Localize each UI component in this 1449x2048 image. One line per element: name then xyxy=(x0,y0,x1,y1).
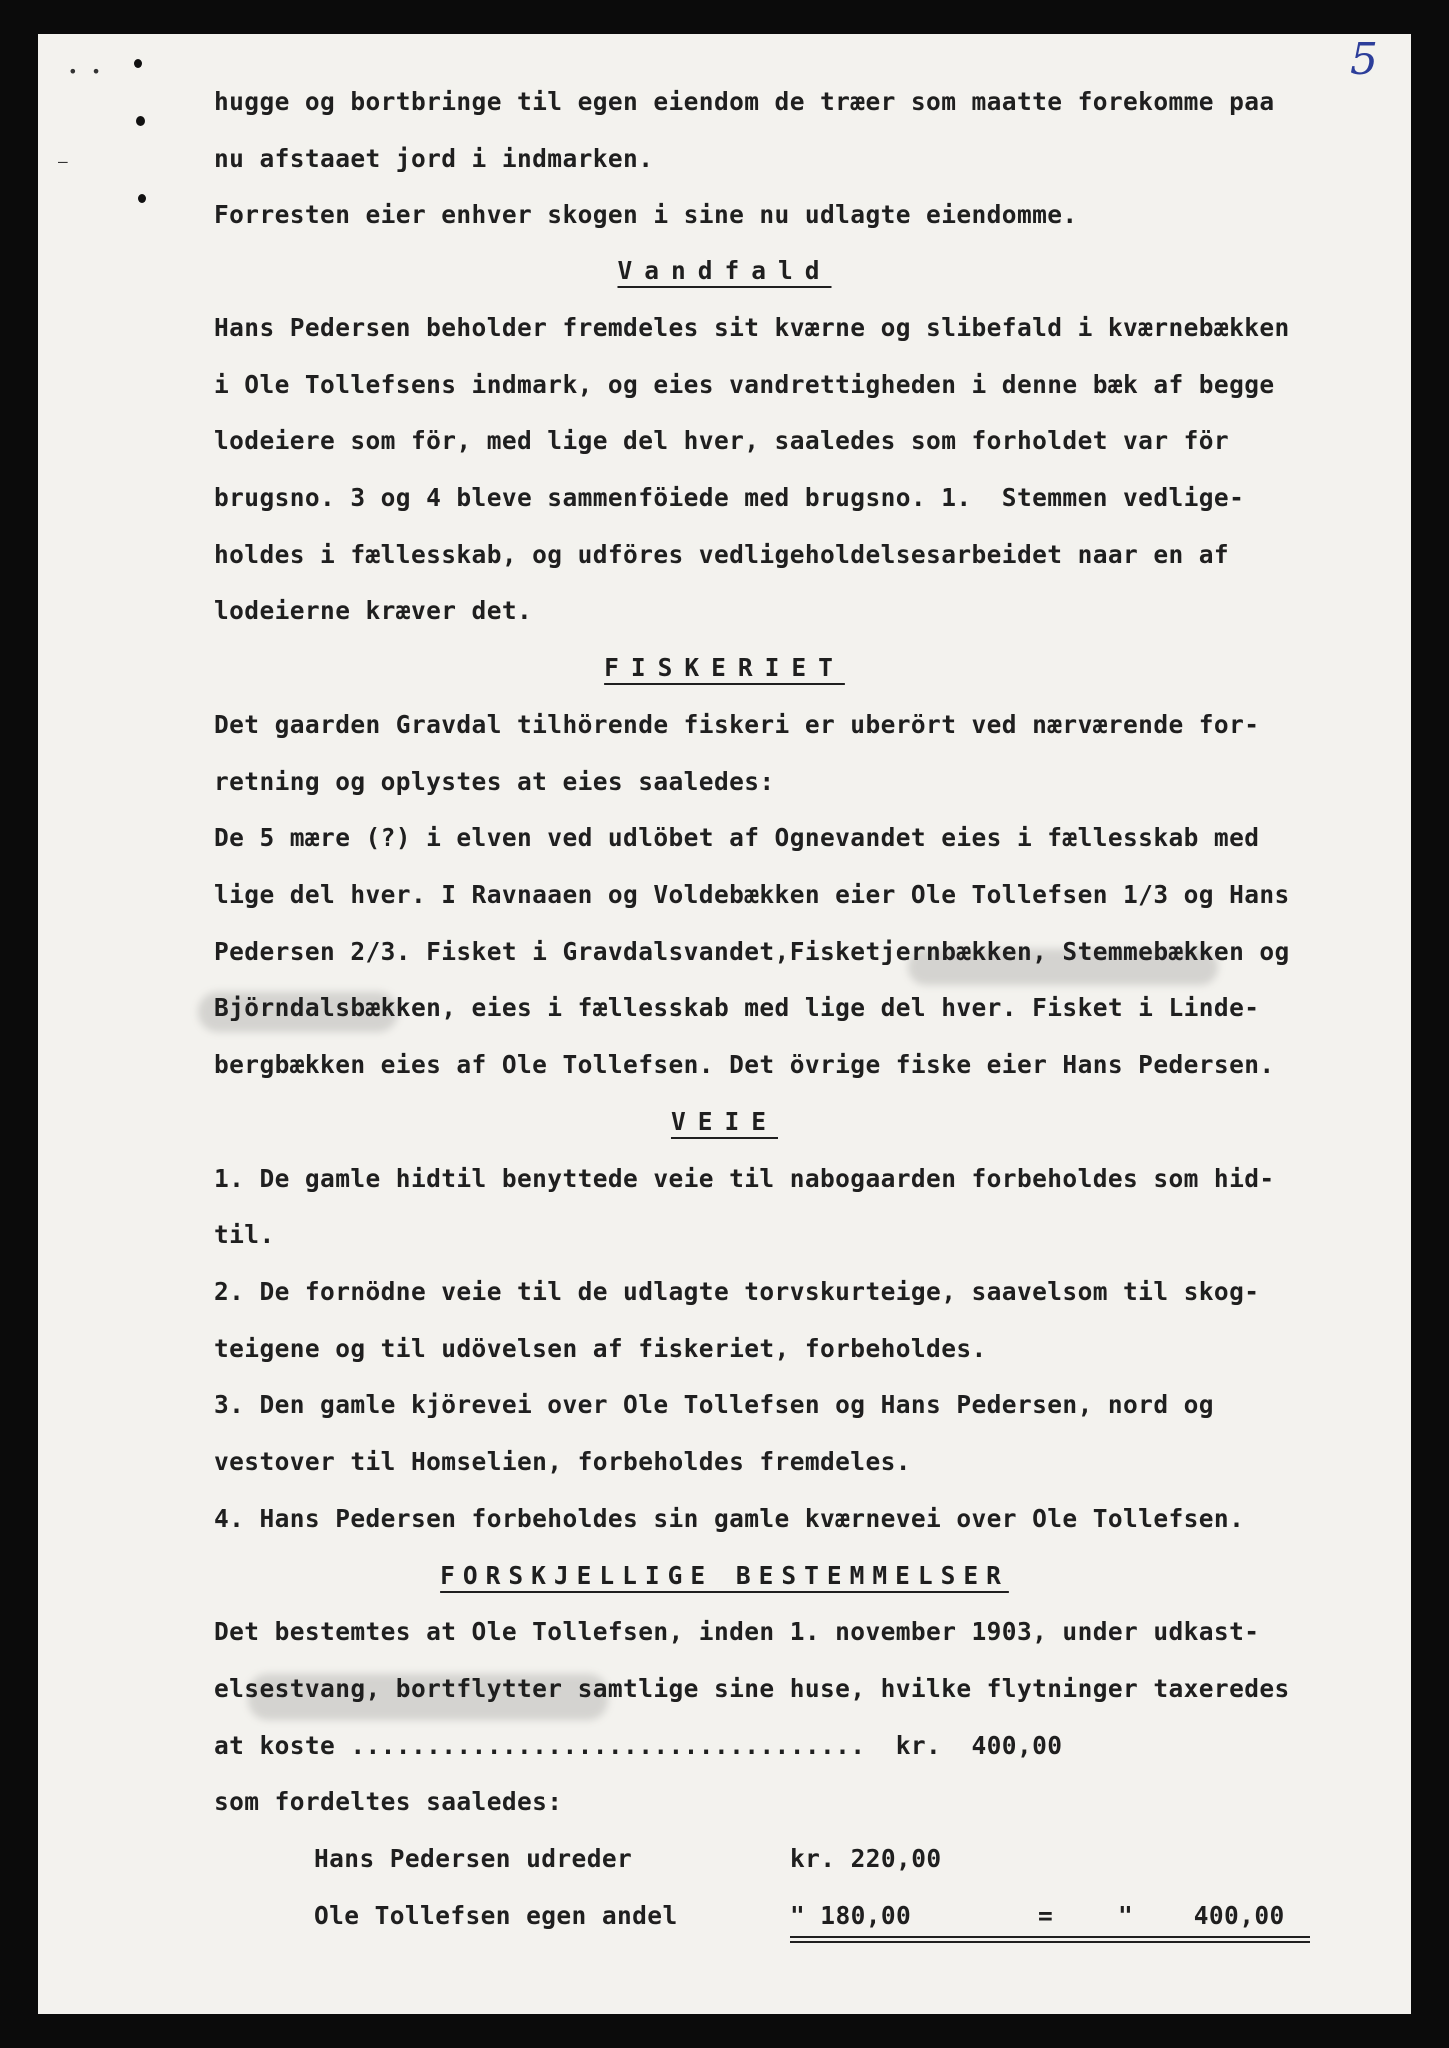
text-line: De 5 mære (?) i elven ved udlöbet af Ognevandet eies i fællesskab med xyxy=(214,823,1260,852)
distribution-equals: = xyxy=(1038,1901,1054,1930)
document-page xyxy=(38,34,1411,2014)
text-line: 4. Hans Pedersen forbeholdes sin gamle kværnevei over Ole Tollefsen. xyxy=(214,1504,1245,1533)
punch-hole xyxy=(134,59,142,68)
heading-veie: VEIE xyxy=(670,1107,778,1136)
heading-vandfald: Vandfald xyxy=(617,256,832,285)
text-line: lodeierne kræver det. xyxy=(214,596,533,625)
text-line: Pedersen 2/3. Fisket i Gravdalsvandet,Fisketjernbækken, Stemmebækken og xyxy=(214,937,1290,966)
page-number: 5 xyxy=(1350,34,1378,85)
text-line: Björndalsbækken, eies i fællesskab med lige del hver. Fisket i Linde- xyxy=(214,993,1260,1022)
text-line: teigene og til udövelsen af fiskeriet, forbeholdes. xyxy=(214,1334,987,1363)
double-underline xyxy=(790,1936,1310,1943)
distribution-amount: kr. 220,00 xyxy=(790,1844,942,1873)
text-line: 2. De fornödne veie til de udlagte torvskurteige, saavelsom til skog- xyxy=(214,1277,1260,1306)
text-line: retning og oplystes at eies saaledes: xyxy=(214,767,775,796)
text-line: lige del hver. I Ravnaaen og Voldebækken eier Ole Tollefsen 1/3 og Hans xyxy=(214,880,1290,909)
text-line: 3. Den gamle kjörevei over Ole Tollefsen og Hans Pedersen, nord og xyxy=(214,1390,1214,1419)
text-line: til. xyxy=(214,1220,275,1249)
text-line: vestover til Homselien, forbeholdes fremdeles. xyxy=(214,1447,911,1476)
text-line: 1. De gamle hidtil benyttede veie til nabogaarden forbeholdes som hid- xyxy=(214,1164,1275,1193)
heading-bestemmelser: FORSKJELLIGE BESTEMMELSER xyxy=(440,1561,1009,1590)
text-line: at koste .................................. kr. 400,00 xyxy=(214,1731,1063,1760)
distribution-amount: " 180,00 xyxy=(790,1901,912,1930)
text-line: elsestvang, bortflytter samtlige sine huse, hvilke flytninger taxeredes xyxy=(214,1674,1290,1703)
text-line: i Ole Tollefsens indmark, og eies vandrettigheden i denne bæk af begge xyxy=(214,370,1275,399)
text-line: Forresten eier enhver skogen i sine nu udlagte eiendomme. xyxy=(214,200,1078,229)
text-line: hugge og bortbringe til egen eiendom de træer som maatte forekomme paa xyxy=(214,87,1275,116)
text-line: bergbækken eies af Ole Tollefsen. Det övrige fiske eier Hans Pedersen. xyxy=(214,1050,1275,1079)
text-line: holdes i fællesskab, og udföres vedligeholdelsesarbeidet naar en af xyxy=(214,540,1230,569)
text-line: som fordeltes saaledes: xyxy=(214,1787,563,1816)
text-line: Hans Pedersen beholder fremdeles sit kværne og slibefald i kværnebækken xyxy=(214,313,1290,342)
margin-mark: • • xyxy=(68,62,103,81)
heading-fiskeriet: FISKERIET xyxy=(604,653,845,682)
text-line: lodeiere som för, med lige del hver, saaledes som forholdet var för xyxy=(214,426,1230,455)
text-line: Det gaarden Gravdal tilhörende fiskeri er uberört ved nærværende for- xyxy=(214,710,1260,739)
punch-hole xyxy=(138,194,146,203)
distribution-name: Ole Tollefsen egen andel xyxy=(314,1901,678,1930)
margin-mark: — xyxy=(58,152,70,171)
text-line: brugsno. 3 og 4 bleve sammenföiede med brugsno. 1. Stemmen vedlige- xyxy=(214,483,1245,512)
text-line: nu afstaaet jord i indmarken. xyxy=(214,144,654,173)
distribution-total: " 400,00 xyxy=(1118,1901,1285,1930)
distribution-name: Hans Pedersen udreder xyxy=(314,1844,633,1873)
punch-hole xyxy=(136,116,145,126)
text-line: Det bestemtes at Ole Tollefsen, inden 1. november 1903, under udkast- xyxy=(214,1617,1260,1646)
